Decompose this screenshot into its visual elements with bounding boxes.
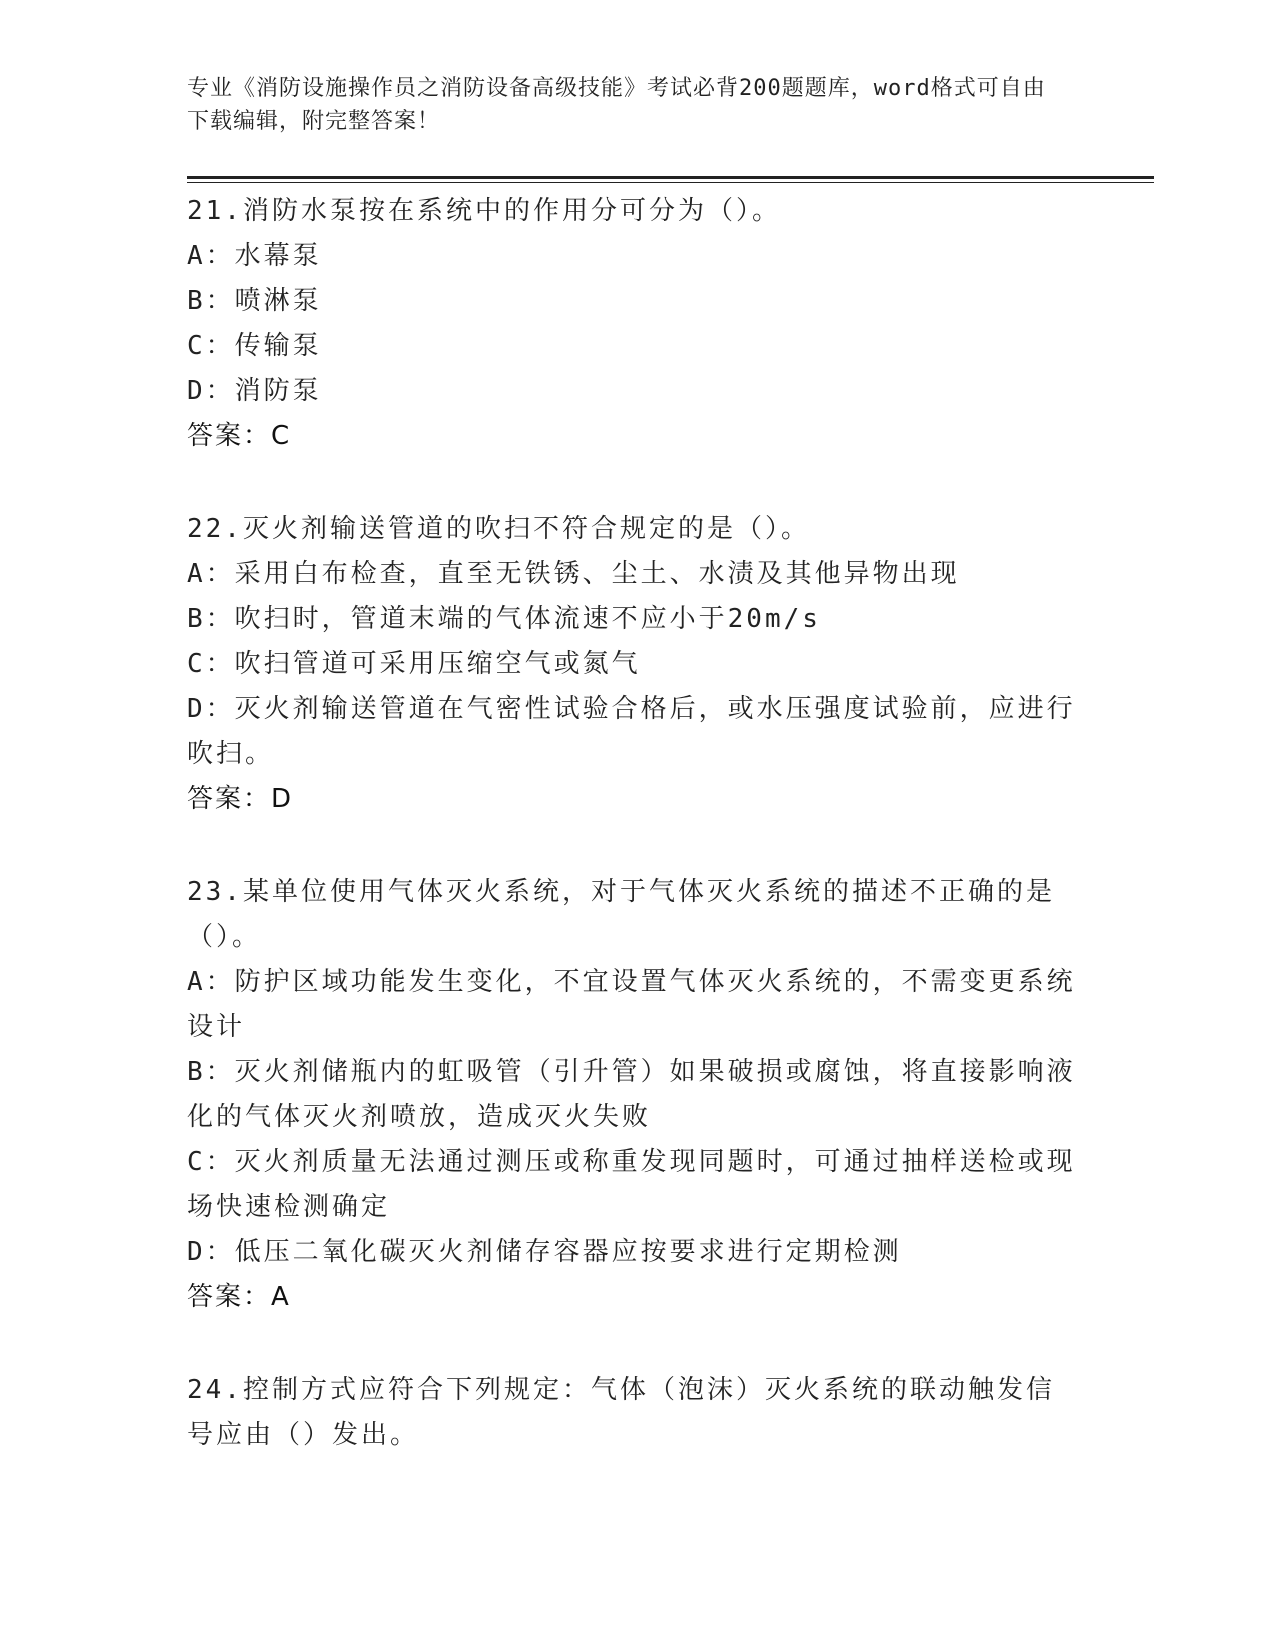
question-stem: 22.灭火剂输送管道的吹扫不符合规定的是（）。: [187, 514, 810, 544]
question-21: [187, 189, 1082, 459]
question-22: [187, 507, 1082, 822]
option-d: D：低压二氧化碳灭火剂储存容器应按要求进行定期检测: [187, 1237, 902, 1267]
option-a: A：防护区域功能发生变化，不宜设置气体灭火系统的，不需变更系统设计: [187, 967, 1076, 1042]
option-a: A：采用白布检查，直至无铁锈、尘土、水渍及其他异物出现: [187, 559, 960, 589]
question-24: [187, 1368, 1082, 1458]
question-23: [187, 870, 1082, 1320]
document-header: 专业《消防设施操作员之消防设备高级技能》考试必背200题题库，word格式可自由下载编辑，附完整答案！: [187, 76, 1046, 134]
option-d: D：消防泵: [187, 376, 322, 406]
answer-text: 答案：D: [187, 784, 294, 814]
header-divider-thin: [187, 182, 1154, 183]
option-c: C：传输泵: [187, 331, 322, 361]
option-b: B：灭火剂储瓶内的虹吸管（引升管）如果破损或腐蚀，将直接影响液化的气体灭火剂喷放，造成灭火失败: [187, 1057, 1076, 1132]
option-c: C：吹扫管道可采用压缩空气或氮气: [187, 649, 641, 679]
option-b: B：吹扫时，管道末端的气体流速不应小于20m/s: [187, 604, 821, 634]
header-divider-thick: [187, 176, 1154, 179]
question-stem: 23.某单位使用气体灭火系统，对于气体灭火系统的描述不正确的是（）。: [187, 877, 1055, 952]
option-c: C：灭火剂质量无法通过测压或称重发现同题时，可通过抽样送检或现场快速检测确定: [187, 1147, 1076, 1222]
question-stem: 21.消防水泵按在系统中的作用分可分为（）。: [187, 196, 781, 226]
question-stem: 24.控制方式应符合下列规定：气体（泡沫）灭火系统的联动触发信号应由（）发出。: [187, 1375, 1055, 1450]
question-list: [187, 189, 1082, 1506]
option-b: B：喷淋泵: [187, 286, 322, 316]
option-a: A：水幕泵: [187, 241, 322, 271]
option-d: D：灭火剂输送管道在气密性试验合格后，或水压强度试验前，应进行吹扫。: [187, 694, 1076, 769]
answer-text: 答案：C: [187, 421, 292, 451]
answer-text: 答案：A: [187, 1282, 291, 1312]
